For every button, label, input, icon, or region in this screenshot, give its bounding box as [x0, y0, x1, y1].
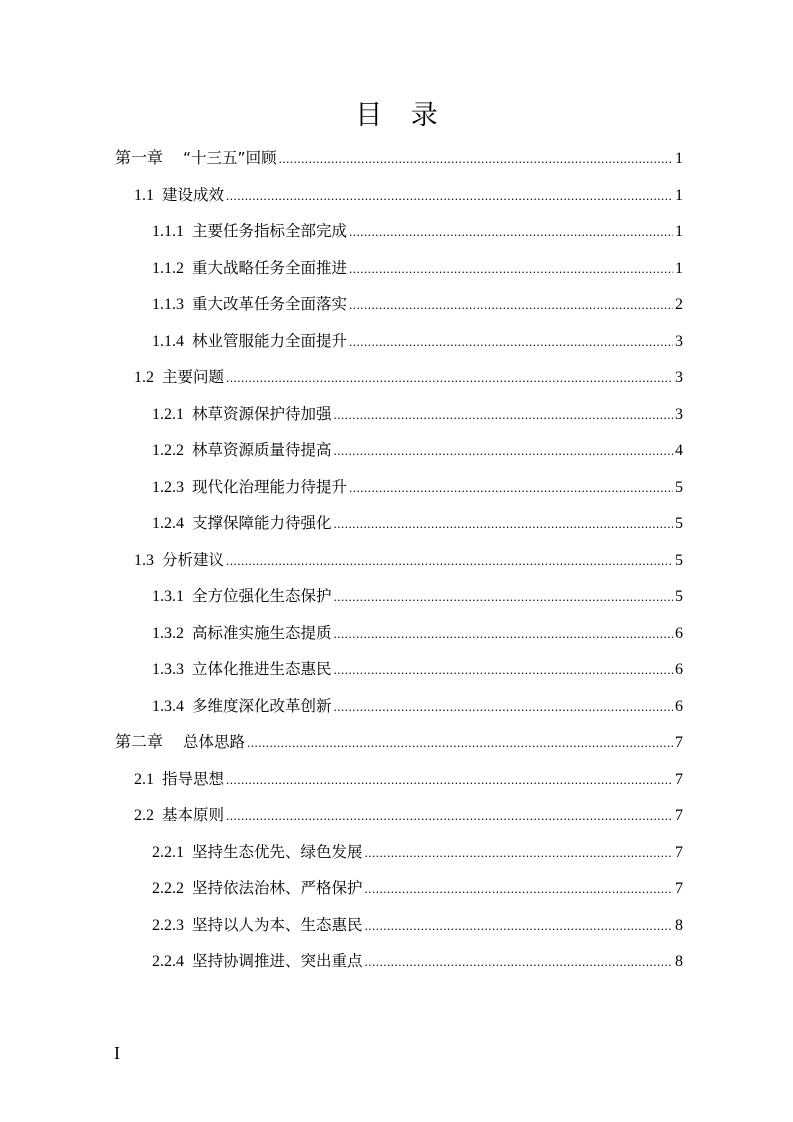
- toc-entry-page: 1: [675, 150, 683, 167]
- toc-entry[interactable]: [115, 688, 683, 725]
- toc-entry[interactable]: [115, 797, 683, 834]
- toc-entry-label: 分析建议: [162, 550, 225, 569]
- toc-entry[interactable]: [115, 615, 683, 652]
- toc-dot-leader: [349, 470, 673, 506]
- toc-dot-leader: [334, 616, 673, 652]
- toc-entry-page: 5: [675, 551, 683, 569]
- toc-entry[interactable]: [115, 542, 683, 579]
- toc-dot-leader: [334, 433, 673, 469]
- toc-entry-label: 重大改革任务全面落实: [192, 295, 348, 313]
- toc-entry-label: 立体化推进生态惠民: [192, 660, 332, 678]
- toc-entry-number: 1.1: [134, 186, 154, 204]
- toc-dot-leader: [334, 397, 673, 433]
- toc-entry-page: 7: [675, 770, 683, 788]
- toc-entry[interactable]: [115, 943, 683, 980]
- toc-entry-number: 1.1.4: [152, 332, 184, 350]
- toc-entry-number: 1.2: [134, 369, 154, 386]
- toc-entry-label: 重大战略任务全面推进: [192, 258, 348, 277]
- toc-entry-page: 5: [675, 478, 683, 496]
- toc-entry-number: 2.2.2: [152, 880, 184, 897]
- toc-entry-number: 1.1.1: [152, 223, 184, 240]
- toc-entry-number: 1.3.1: [152, 588, 184, 605]
- toc-entry-page: 6: [675, 661, 683, 678]
- toc-dot-leader: [349, 324, 673, 360]
- toc-entry-label: 坚持生态优先、绿色发展: [192, 842, 363, 861]
- toc-entry-page: 1: [675, 223, 683, 240]
- toc-dot-leader: [279, 141, 673, 177]
- toc-entry-number: 1.3.4: [152, 697, 184, 715]
- toc-dot-leader: [334, 652, 673, 688]
- toc-entry-label: 林草资源保护待加强: [192, 404, 332, 423]
- toc-entry[interactable]: [115, 651, 683, 688]
- toc-entry-number: 2.2: [134, 807, 154, 824]
- toc-dot-leader: [226, 798, 673, 834]
- toc-entry-label: 全方位强化生态保护: [192, 587, 332, 605]
- toc-entry-label: 高标准实施生态提质: [192, 623, 332, 642]
- toc-entry-label: 主要任务指标全部完成: [192, 222, 348, 240]
- toc-dot-leader: [247, 725, 673, 761]
- toc-entry[interactable]: [115, 213, 683, 250]
- toc-dot-leader: [226, 178, 673, 214]
- toc-dot-leader: [349, 251, 673, 287]
- toc-entry-label: 基本原则: [162, 806, 225, 824]
- toc-entry-page: 5: [675, 588, 683, 605]
- toc-entry-number: 2.2.1: [152, 843, 184, 861]
- toc-entry-number: 1.2.1: [152, 405, 184, 423]
- toc-dot-leader: [226, 762, 673, 798]
- toc-entry-number: 1.3.2: [152, 624, 184, 642]
- toc-entry-label: 坚持依法治林、严格保护: [192, 879, 363, 897]
- toc-entry-page: 4: [675, 442, 683, 459]
- toc-entry[interactable]: [115, 359, 683, 396]
- toc-entry[interactable]: [115, 870, 683, 907]
- toc-entry-page: 6: [675, 624, 683, 642]
- toc-entry[interactable]: [115, 907, 683, 944]
- page-title: 目 录: [355, 100, 448, 131]
- toc-entry-page: 7: [675, 734, 683, 751]
- toc-entry[interactable]: [115, 286, 683, 323]
- toc-entry-label: 林草资源质量待提高: [192, 441, 332, 459]
- footer-page-number: I: [114, 1043, 120, 1063]
- toc-entry-label: 林业管服能力全面提升: [192, 331, 348, 350]
- toc-entry-page: 5: [675, 515, 683, 532]
- toc-dot-leader: [365, 908, 673, 944]
- toc-entry-number: 第二章: [115, 734, 164, 751]
- toc-entry-page: 7: [675, 843, 683, 861]
- toc-entry[interactable]: [115, 834, 683, 871]
- toc-entry-label: 现代化治理能力待提升: [192, 477, 348, 496]
- toc-dot-leader: [365, 944, 673, 980]
- toc-entry-label: “十三五”回顾: [183, 149, 277, 167]
- toc-entry-number: 1.3.3: [152, 661, 184, 678]
- toc-entry-page: 3: [675, 369, 683, 386]
- toc-dot-leader: [349, 214, 673, 250]
- toc-dot-leader: [334, 689, 673, 725]
- toc-entry-page: 2: [675, 296, 683, 313]
- toc-entry-number: 2.2.3: [152, 916, 184, 934]
- toc-entry-number: 2.1: [134, 770, 154, 788]
- toc-entry[interactable]: [115, 396, 683, 433]
- toc-entry-label: 多维度深化改革创新: [192, 696, 332, 715]
- toc-entry-page: 1: [675, 259, 683, 277]
- toc-dot-leader: [334, 506, 673, 542]
- toc-entry-page: 6: [675, 697, 683, 715]
- toc-entry[interactable]: [115, 140, 683, 177]
- toc-entry-page: 1: [675, 186, 683, 204]
- toc-entry[interactable]: [115, 761, 683, 798]
- toc-entry-label: 总体思路: [183, 733, 246, 751]
- toc-dot-leader: [334, 579, 673, 615]
- toc-entry[interactable]: [115, 505, 683, 542]
- toc-dot-leader: [349, 287, 673, 323]
- toc-dot-leader: [365, 835, 673, 871]
- toc-entry[interactable]: [115, 724, 683, 761]
- toc-entry-page: 8: [675, 953, 683, 970]
- toc-entry-number: 1.3: [134, 551, 154, 569]
- toc-entry-number: 1.2.3: [152, 478, 184, 496]
- toc-entry[interactable]: [115, 177, 683, 214]
- toc-entry-label: 主要问题: [162, 368, 225, 386]
- toc-entry-page: 3: [675, 332, 683, 350]
- toc-entry-label: 指导思想: [162, 769, 225, 788]
- toc-entry-number: 2.2.4: [152, 953, 184, 970]
- toc-entry-label: 坚持协调推进、突出重点: [192, 952, 363, 970]
- toc-entry-number: 1.2.4: [152, 515, 184, 532]
- toc-dot-leader: [226, 360, 673, 396]
- toc-entry[interactable]: [115, 469, 683, 506]
- toc-entry-page: 7: [675, 807, 683, 824]
- toc-entry-label: 坚持以人为本、生态惠民: [192, 915, 363, 934]
- toc-entry-number: 1.2.2: [152, 442, 184, 459]
- toc-entry[interactable]: [115, 432, 683, 469]
- toc-entry[interactable]: [115, 323, 683, 360]
- toc-entry-label: 建设成效: [162, 185, 225, 204]
- toc-entry-page: 8: [675, 916, 683, 934]
- toc-dot-leader: [226, 543, 673, 579]
- toc-entry-page: 3: [675, 405, 683, 423]
- toc-entry-number: 第一章: [115, 150, 164, 167]
- toc-entry-number: 1.1.3: [152, 296, 184, 313]
- toc-dot-leader: [365, 871, 673, 907]
- toc-entry[interactable]: [115, 578, 683, 615]
- toc-entry-number: 1.1.2: [152, 259, 184, 277]
- toc-entry-label: 支撑保障能力待强化: [192, 514, 332, 532]
- toc-entry-page: 7: [675, 880, 683, 897]
- toc-entry[interactable]: [115, 250, 683, 287]
- table-of-contents: [115, 140, 683, 980]
